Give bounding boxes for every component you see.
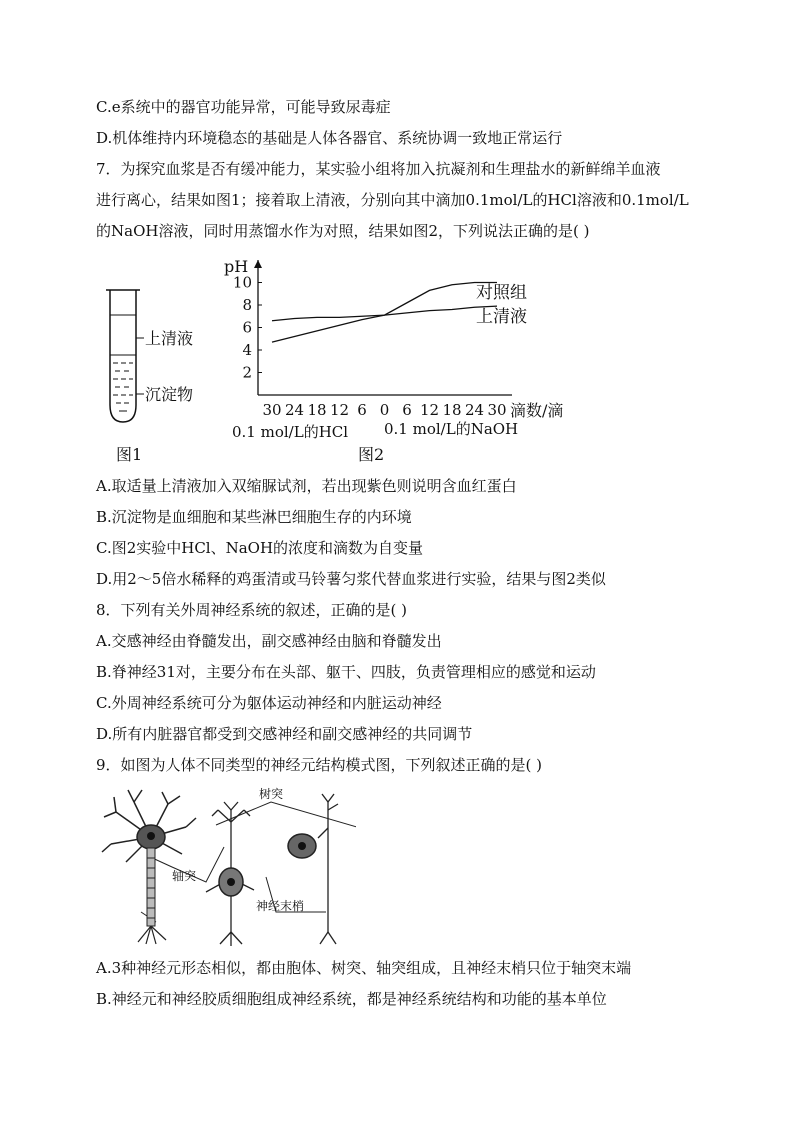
- chart-naoh-label: 0.1 mol/L的NaOH: [384, 420, 519, 438]
- fig2-caption: 图2: [358, 445, 385, 464]
- figure-2-ph-chart: [220, 252, 600, 470]
- neuron-label-axon: 轴突: [172, 869, 197, 883]
- q9-option-b: B.神经元和神经胶质细胞组成神经系统，都是神经系统结构和功能的基本单位: [96, 990, 607, 1008]
- q7-option-d: D.用2～5倍水稀释的鸡蛋清或马铃薯匀浆代替血浆进行实验，结果与图2类似: [96, 570, 606, 588]
- q8-option-c: C.外周神经系统可分为躯体运动神经和内脏运动神经: [96, 694, 442, 712]
- chart-x-tick-label: 12: [419, 401, 440, 419]
- figure-neuron-types: [96, 782, 356, 947]
- q6-option-c: C.e系统中的器官功能异常，可能导致尿毒症: [96, 98, 391, 116]
- chart-y-tick-label: 2: [242, 363, 252, 382]
- q8-stem: 8．下列有关外周神经系统的叙述，正确的是( ): [96, 601, 408, 619]
- chart-x-tick-label: 12: [329, 401, 350, 419]
- series-label-control: 对照组: [476, 283, 527, 303]
- neuron-label-terminal: 神经末梢: [256, 899, 305, 913]
- chart-y-axis-arrow: [254, 260, 262, 268]
- chart-y-tick-label: 6: [242, 318, 252, 337]
- chart-line-control: [272, 283, 497, 343]
- q7-stem-line-1: 7．为探究血浆是否有缓冲能力，某实验小组将加入抗凝剂和生理盐水的新鲜绵羊血液: [96, 160, 661, 178]
- fig1-caption: 图1: [116, 445, 143, 464]
- q7-stem-line-3: 的NaOH溶液，同时用蒸馏水作为对照，结果如图2，下列说法正确的是( ): [96, 222, 590, 240]
- figure-1-test-tube: [100, 285, 220, 465]
- q7-option-c: C.图2实验中HCl、NaOH的浓度和滴数为自变量: [96, 539, 424, 557]
- chart-x-tick-label: 0: [379, 401, 390, 419]
- q9-option-a: A.3种神经元形态相似，都由胞体、树突、轴突组成，且神经末梢只位于轴突末端: [96, 959, 632, 977]
- q7-option-b: B.沉淀物是血细胞和某些淋巴细胞生存的内环境: [96, 508, 412, 526]
- chart-x-tick-label: 6: [357, 401, 367, 419]
- chart-y-tick-label: 4: [242, 341, 252, 359]
- q8-option-d: D.所有内脏器官都受到交感神经和副交感神经的共同调节: [96, 725, 473, 743]
- q7-stem-line-2: 进行离心，结果如图1；接着取上清液，分别向其中滴加0.1mol/L的HCl溶液和0.1mol/L: [96, 191, 689, 209]
- chart-y-tick-label: 8: [242, 296, 252, 314]
- neuron-label-dendrite: 树突: [259, 787, 284, 801]
- series-label-supernatant: 上清液: [476, 307, 527, 327]
- chart-x-tick-label: 18: [307, 401, 327, 419]
- q6-option-d: D.机体维持内环境稳态的基础是人体各器官、系统协调一致地正常运行: [96, 129, 563, 147]
- chart-x-axis-label: 滴数/滴: [510, 401, 564, 420]
- chart-x-tick-label: 30: [487, 401, 507, 419]
- chart-x-tick-label: 6: [402, 401, 412, 419]
- chart-x-tick-label: 30: [262, 401, 282, 419]
- fig1-label-supernatant: 上清液: [145, 329, 194, 348]
- chart-y-tick-label: 10: [232, 273, 252, 292]
- chart-line-supernatant: [272, 306, 497, 321]
- chart-x-tick-label: 24: [284, 401, 305, 419]
- fig1-label-sediment: 沉淀物: [145, 385, 194, 404]
- q9-stem: 9．如图为人体不同类型的神经元结构模式图，下列叙述正确的是( ): [96, 756, 543, 774]
- q7-option-a: A.取适量上清液加入双缩脲试剂，若出现紫色则说明含血红蛋白: [96, 477, 517, 495]
- chart-y-axis-label: pH: [224, 257, 249, 276]
- q8-option-b: B.脊神经31对，主要分布在头部、躯干、四肢，负责管理相应的感觉和运动: [96, 663, 596, 681]
- chart-x-tick-label: 24: [464, 401, 485, 419]
- q8-option-a: A.交感神经由脊髓发出，副交感神经由脑和脊髓发出: [96, 632, 442, 650]
- chart-hcl-label: 0.1 mol/L的HCl: [232, 423, 349, 441]
- chart-x-tick-label: 18: [442, 401, 462, 419]
